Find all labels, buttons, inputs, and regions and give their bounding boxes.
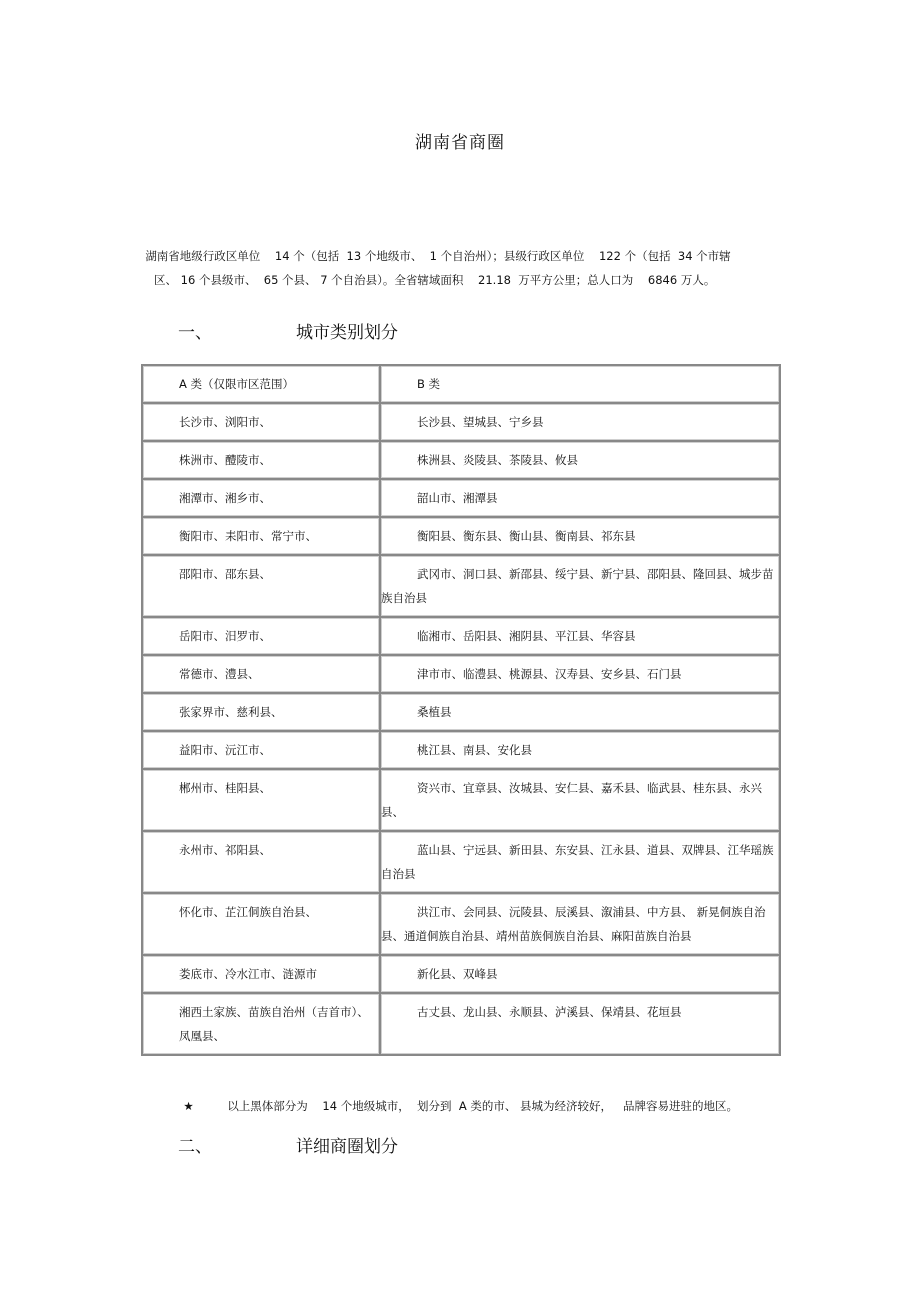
city-category-table xyxy=(141,364,781,1056)
category-b-cell xyxy=(380,769,780,831)
category-b-cell xyxy=(380,693,780,731)
category-b-text: 临湘市、岳阳县、湘阴县、平江县、华容县 xyxy=(417,629,636,643)
category-b-text: 蓝山县、宁远县、新田县、东安县、江永县、道县、双牌县、江华瑶族自治县 xyxy=(381,843,774,881)
category-a-cell: 长沙市、浏阳市、 xyxy=(142,403,380,441)
category-b-cell xyxy=(380,955,780,993)
category-b-cell xyxy=(380,441,780,479)
category-b-text: 古丈县、龙山县、永顺县、泸溪县、保靖县、花垣县 xyxy=(417,1005,682,1019)
category-b-text: 武冈市、洞口县、新邵县、绥宁县、新宁县、邵阳县、隆回县、城步苗族自治县 xyxy=(381,567,774,605)
category-a-cell: 怀化市、芷江侗族自治县、 xyxy=(142,893,380,955)
category-a-cell: 张家界市、慈利县、 xyxy=(142,693,380,731)
category-b-cell xyxy=(380,517,780,555)
category-b-cell xyxy=(380,403,780,441)
intro-line-2: 区、 16 个县级市、 65 个县、 7 个自治县）。全省辖域面积 21.18 万平方公里；总人口为 6846 万人。 xyxy=(154,273,716,287)
category-a-cell: 益阳市、沅江市、 xyxy=(142,731,380,769)
table-row xyxy=(142,517,780,555)
table-row xyxy=(142,617,780,655)
category-a-cell: 衡阳市、耒阳市、常宁市、 xyxy=(142,517,380,555)
star-icon: ★ xyxy=(183,1099,194,1113)
category-b-cell xyxy=(380,555,780,617)
category-b-text: B 类 xyxy=(417,377,441,391)
category-b-text: 桑植县 xyxy=(417,705,452,719)
category-a-cell: 邵阳市、邵东县、 xyxy=(142,555,380,617)
category-a-cell: 湘西土家族、苗族自治州（吉首市）、凤凰县、 xyxy=(142,993,380,1055)
category-b-cell xyxy=(380,831,780,893)
category-b-text: 株洲县、炎陵县、茶陵县、攸县 xyxy=(417,453,578,467)
category-b-text: 长沙县、望城县、宁乡县 xyxy=(417,415,544,429)
table-row xyxy=(142,693,780,731)
intro-paragraph xyxy=(138,220,798,316)
footnote-text: 以上黑体部分为 14 个地级城市， 划分到 A 类的市、 县城为经济较好， 品牌容易进驻的地区。 xyxy=(227,1099,738,1113)
category-b-cell xyxy=(380,365,780,403)
category-b-text: 桃江县、南县、安化县 xyxy=(417,743,532,757)
category-b-text: 衡阳县、衡东县、衡山县、衡南县、祁东县 xyxy=(417,529,636,543)
section-number: 一、 xyxy=(178,323,212,343)
section-number: 二、 xyxy=(178,1137,212,1157)
category-b-text: 洪江市、会同县、沅陵县、辰溪县、溆浦县、中方县、 新晃侗族自治县、通道侗族自治县、靖州苗族侗族自治县、麻阳苗族自治县 xyxy=(381,905,766,943)
section-title: 详细商圈划分 xyxy=(296,1137,398,1157)
table-header-row xyxy=(142,365,780,403)
category-b-text: 新化县、双峰县 xyxy=(417,967,498,981)
footnote xyxy=(176,1084,738,1114)
category-a-cell: 郴州市、桂阳县、 xyxy=(142,769,380,831)
section-heading-2 xyxy=(178,1132,398,1157)
category-b-text: 津市市、临澧县、桃源县、汉寿县、安乡县、石门县 xyxy=(417,667,682,681)
category-a-cell: A 类（仅限市区范围） xyxy=(142,365,380,403)
table-row xyxy=(142,769,780,831)
category-a-cell: 常德市、澧县、 xyxy=(142,655,380,693)
section-heading-1 xyxy=(178,318,398,343)
table-row xyxy=(142,893,780,955)
category-a-cell: 永州市、祁阳县、 xyxy=(142,831,380,893)
category-a-cell: 湘潭市、湘乡市、 xyxy=(142,479,380,517)
table-row xyxy=(142,441,780,479)
category-b-cell xyxy=(380,731,780,769)
category-b-text: 韶山市、湘潭县 xyxy=(417,491,498,505)
category-a-cell: 娄底市、冷水江市、涟源市 xyxy=(142,955,380,993)
category-b-cell xyxy=(380,655,780,693)
table-row xyxy=(142,555,780,617)
category-b-text: 资兴市、宜章县、汝城县、安仁县、嘉禾县、临武县、桂东县、永兴县、 xyxy=(381,781,762,819)
intro-line-1: 湖南省地级行政区单位 14 个（包括 13 个地级市、 1 个自治州）；县级行政区单位 122 个（包括 34 个市辖 xyxy=(145,249,731,263)
table-row xyxy=(142,993,780,1055)
table-row xyxy=(142,831,780,893)
category-b-cell xyxy=(380,479,780,517)
category-a-cell: 株洲市、醴陵市、 xyxy=(142,441,380,479)
document-title: 湖南省商圈 xyxy=(415,133,505,153)
category-a-cell: 岳阳市、汨罗市、 xyxy=(142,617,380,655)
section-title: 城市类别划分 xyxy=(296,323,398,343)
category-b-cell xyxy=(380,617,780,655)
table-row xyxy=(142,403,780,441)
table-row xyxy=(142,731,780,769)
table-row xyxy=(142,655,780,693)
table-row xyxy=(142,955,780,993)
category-b-cell xyxy=(380,993,780,1055)
table-row xyxy=(142,479,780,517)
category-b-cell xyxy=(380,893,780,955)
